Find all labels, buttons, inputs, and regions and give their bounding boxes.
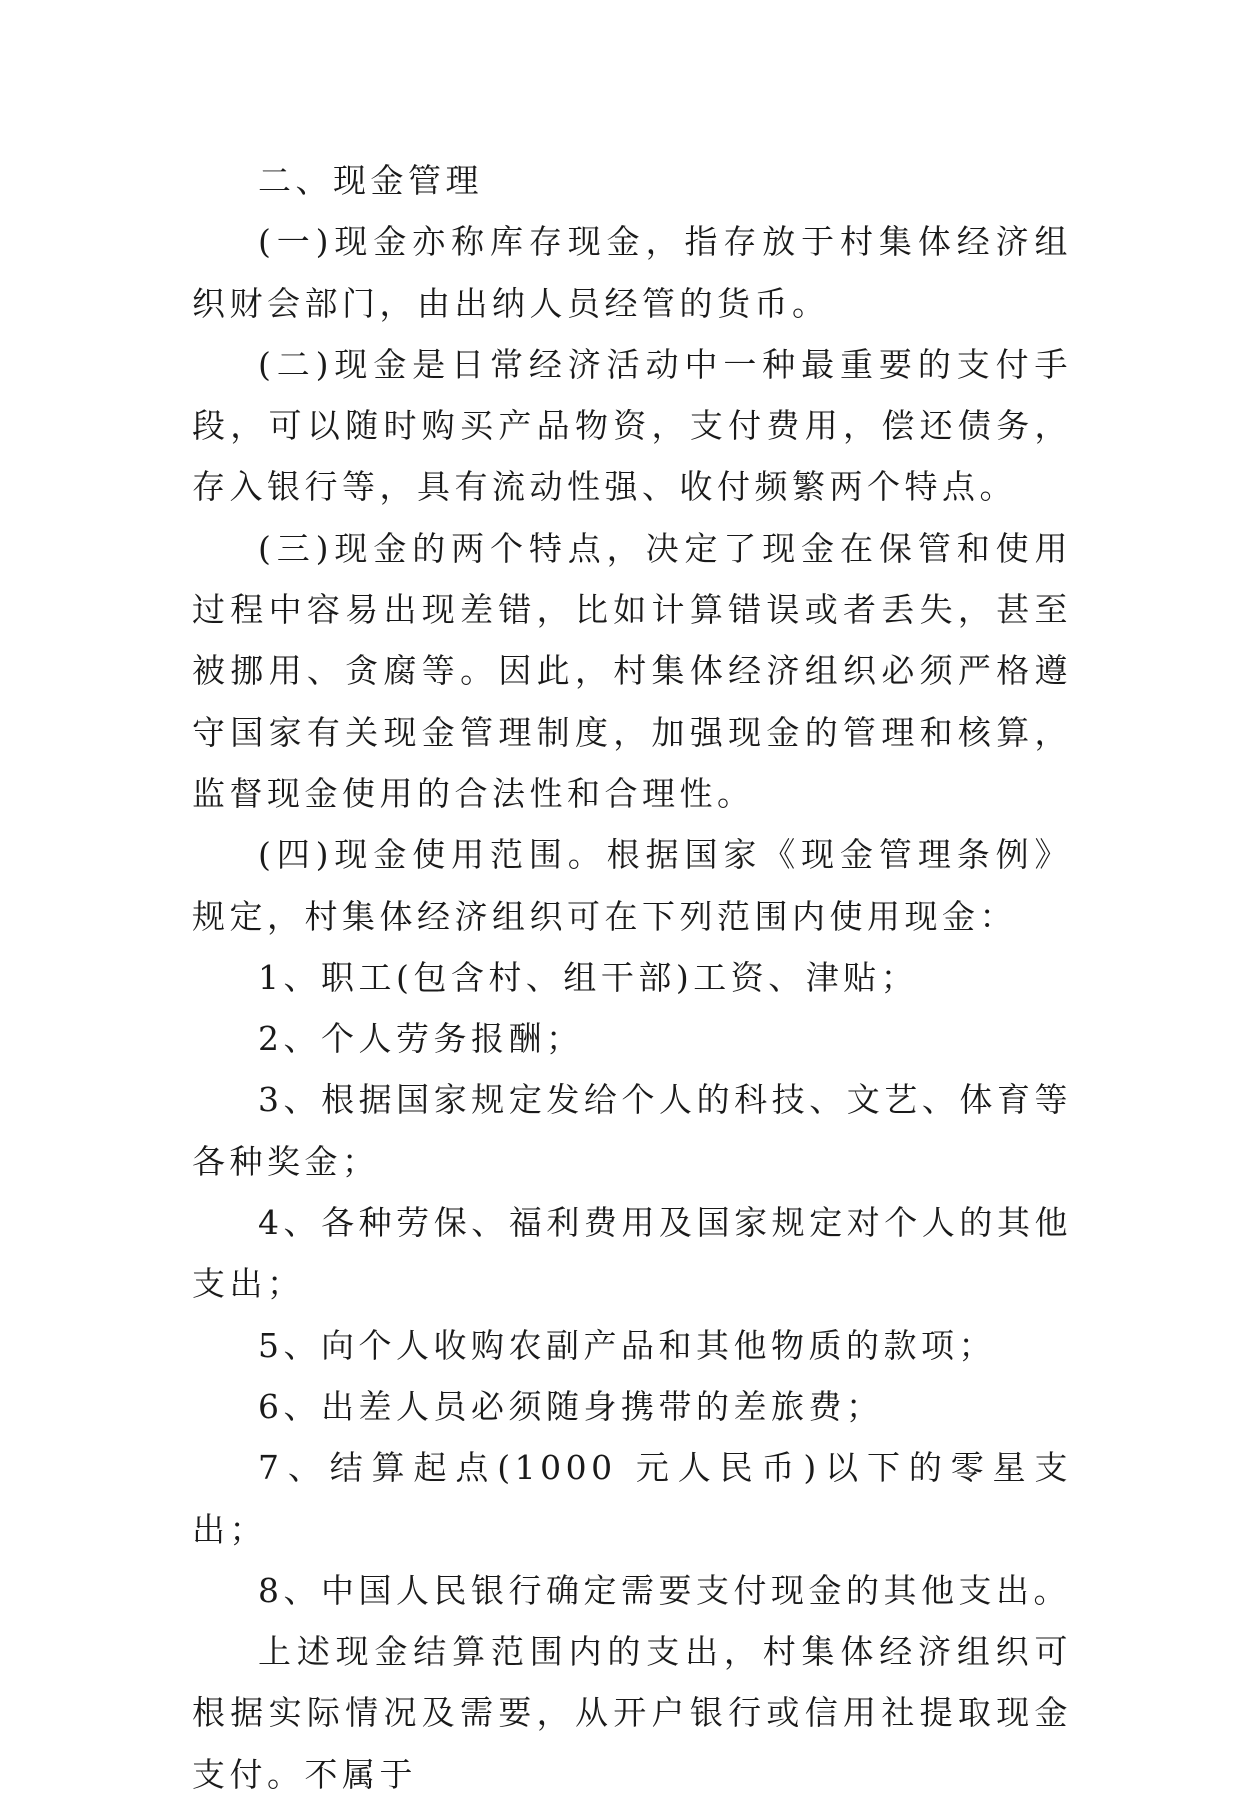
- section-heading: 二、现金管理: [258, 161, 483, 200]
- list-item-8: 8、中国人民银行确定需要支付现金的其他支出。: [258, 1570, 1071, 1610]
- list-item-3: 3、根据国家规定发给个人的科技、文艺、体育等各种奖金；: [192, 1080, 1072, 1181]
- list-item-1: 1、职工(包含村、组干部)工资、津贴；: [258, 957, 919, 997]
- paragraph-4: (四)现金使用范围。根据国家《现金管理条例》规定，村集体经济组织可在下列范围内使用现金：: [192, 835, 1072, 936]
- paragraph-2: (二)现金是日常经济活动中一种最重要的支付手段，可以随时购买产品物资，支付费用，偿还债务，存入银行等，具有流动性强、收付频繁两个特点。: [192, 344, 1072, 507]
- paragraph-5: 上述现金结算范围内的支出，村集体经济组织可根据实际情况及需要，从开户银行或信用社提取现金支付。不属于: [192, 1632, 1072, 1794]
- list-item-6: 6、出差人员必须随身携带的差旅费；: [258, 1386, 884, 1426]
- paragraph-3: (三)现金的两个特点，决定了现金在保管和使用过程中容易出现差错，比如计算错误或者丢失，甚至被挪用、贪腐等。因此，村集体经济组织必须严格遵守国家有关现金管理制度，加强现金的管理和核算，监督现金使用的合法性和合理性。: [192, 528, 1072, 813]
- list-item-5: 5、向个人收购农副产品和其他物质的款项；: [258, 1325, 996, 1365]
- list-item-4: 4、各种劳保、福利费用及国家规定对个人的其他支出；: [192, 1203, 1072, 1304]
- paragraph-1: (一)现金亦称库存现金，指存放于村集体经济组织财会部门，由出纳人员经管的货币。: [192, 222, 1072, 323]
- list-item-2: 2、个人劳务报酬；: [258, 1019, 584, 1059]
- list-item-7: 7、结算起点(1000 元人民币)以下的零星支出；: [192, 1448, 1072, 1549]
- document-body: [192, 150, 1072, 1805]
